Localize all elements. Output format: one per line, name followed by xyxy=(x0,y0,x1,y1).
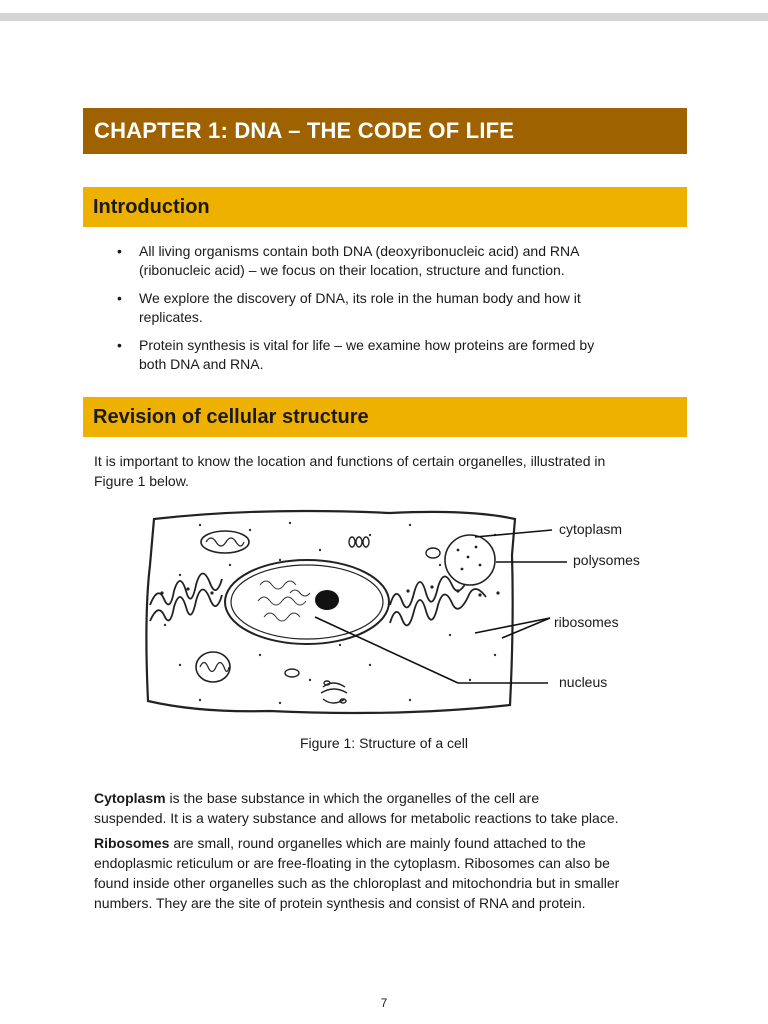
bullet-icon: • xyxy=(117,290,122,306)
top-rule xyxy=(0,13,768,21)
bullet-text-line: We explore the discovery of DNA, its role in the human body and how it xyxy=(139,290,581,306)
paragraph-line: suspended. It is a watery substance and allows for metabolic reactions to take place. xyxy=(94,810,619,826)
page-number: 7 xyxy=(380,996,388,1010)
paragraph-line: numbers. They are the site of protein synthesis and consist of RNA and protein. xyxy=(94,895,586,911)
paragraph-line: are small, round organelles which are mainly found attached to the xyxy=(169,835,586,851)
label-nucleus: nucleus xyxy=(559,674,608,690)
list-item xyxy=(115,242,655,280)
term-cytoplasm: Cytoplasm xyxy=(94,790,166,806)
chapter-title: CHAPTER 1: DNA – THE CODE OF LIFE xyxy=(83,108,687,154)
bullet-text-line: Protein synthesis is vital for life – we examine how proteins are formed by xyxy=(139,337,595,353)
cell-structure-figure xyxy=(140,505,680,730)
bullet-icon: • xyxy=(117,243,122,259)
paragraph-line: Figure 1 below. xyxy=(94,473,189,489)
label-polysomes: polysomes xyxy=(573,552,640,568)
ribosomes-paragraph xyxy=(94,833,684,913)
list-item xyxy=(115,336,655,374)
label-cytoplasm: cytoplasm xyxy=(559,521,623,537)
paragraph-line: found inside other organelles such as the chloroplast and mitochondria but in smaller xyxy=(94,875,620,891)
section-heading-introduction: Introduction xyxy=(83,187,687,227)
paragraph-line: endoplasmic reticulum or are free-floating in the cytoplasm. Ribosomes can also be xyxy=(94,855,610,871)
bullet-text-line: replicates. xyxy=(139,309,203,325)
bullet-text-line: All living organisms contain both DNA (deoxyribonucleic acid) and RNA xyxy=(139,243,580,259)
cytoplasm-paragraph xyxy=(94,788,684,828)
paragraph-line: is the base substance in which the organelles of the cell are xyxy=(165,790,540,806)
term-ribosomes: Ribosomes xyxy=(94,835,170,851)
revision-intro-paragraph xyxy=(94,451,684,491)
label-ribosomes: ribosomes xyxy=(554,614,619,630)
list-item xyxy=(115,289,655,327)
bullet-text-line: (ribonucleic acid) – we focus on their location, structure and function. xyxy=(139,262,565,278)
paragraph-line: It is important to know the location and functions of certain organelles, illustrated in xyxy=(94,453,606,469)
bullet-text-line: both DNA and RNA. xyxy=(139,356,264,372)
intro-bullet-list xyxy=(115,242,655,383)
figure-caption: Figure 1: Structure of a cell xyxy=(299,735,469,751)
section-heading-revision: Revision of cellular structure xyxy=(83,397,687,437)
bullet-icon: • xyxy=(117,337,122,353)
